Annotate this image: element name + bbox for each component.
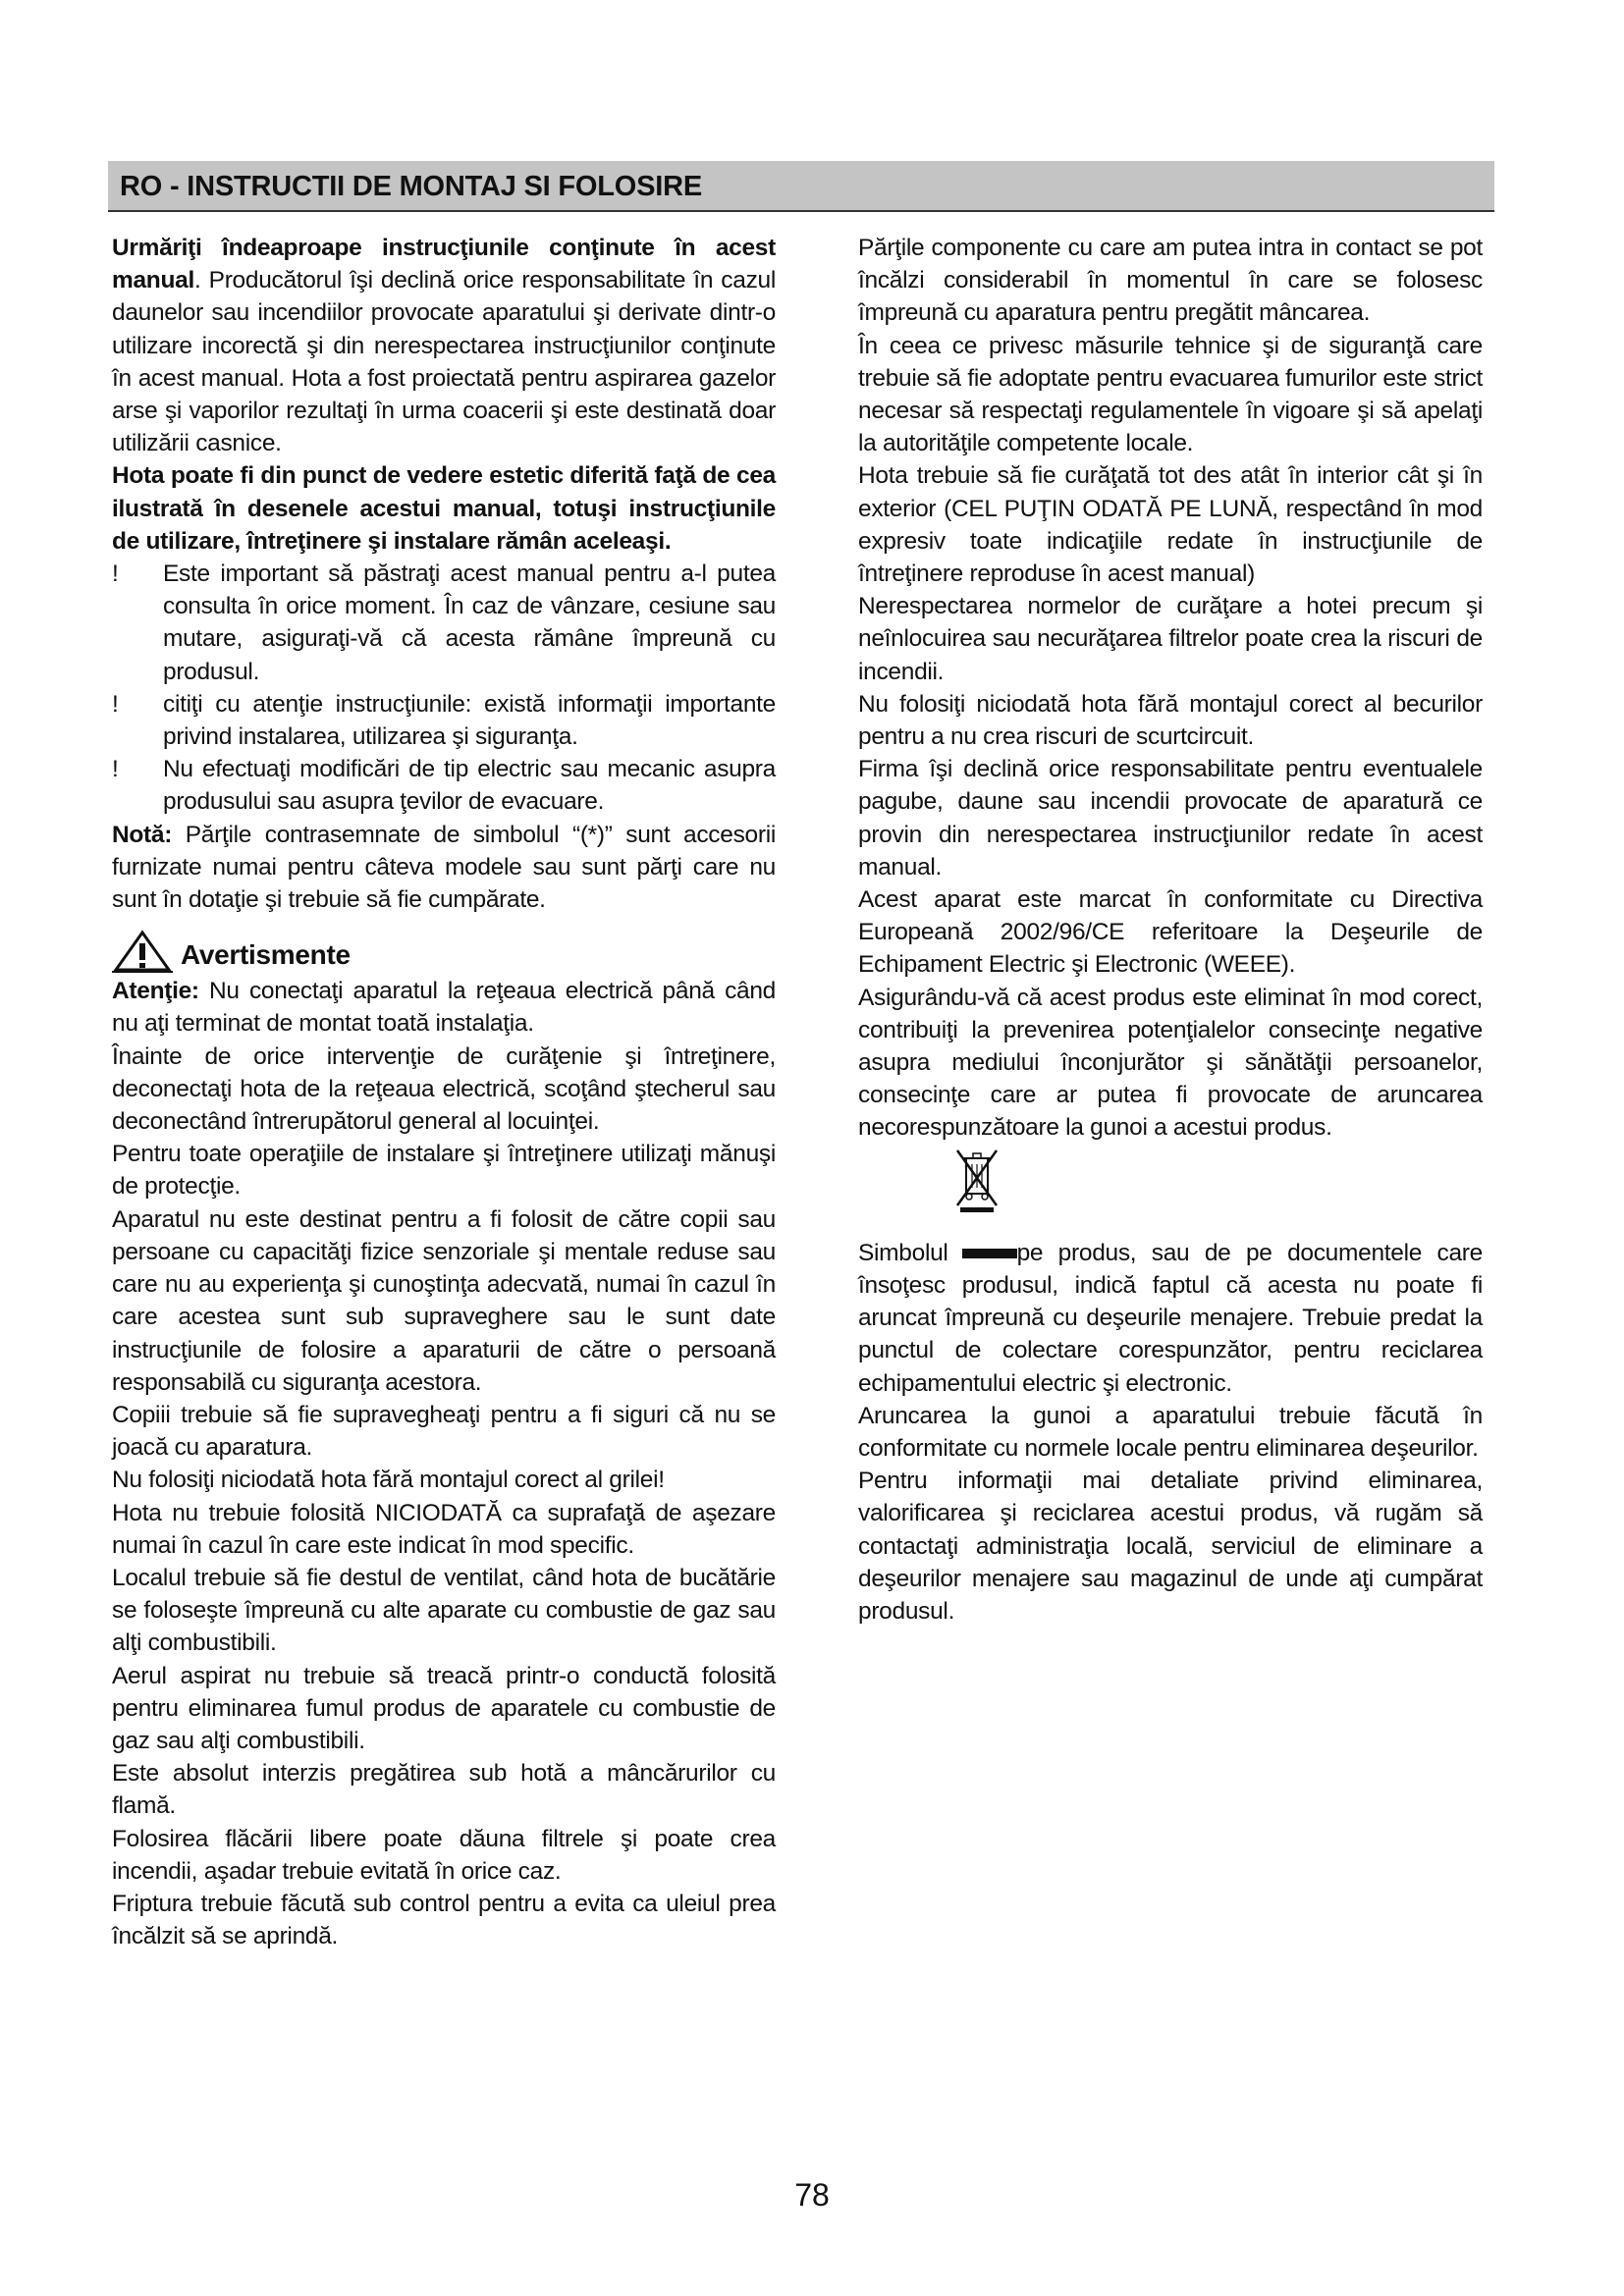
info-paragraph: În ceea ce privesc măsurile tehnice şi de siguranţă care trebuie să fie adoptate pentru evacuarea fumurilor este strict necesar să respectaţi regulamentele în vigoare şi să apelaţi la autorităţile competente locale. [858,332,1483,457]
simbol-paragraph [858,1237,1483,1400]
intro-bold: Urmăriţi îndeaproape instrucţiunile conţinute în acest manual [112,235,776,294]
bullet-item [112,558,776,688]
atentie-text: Nu conectaţi aparatul la reţeaua electrică până când nu aţi terminat de montat toată instalaţia. [112,978,776,1038]
info-paragraph: Părţile componente cu care am putea intra in contact se pot încălzi considerabil în momentul în care se folosesc împreună cu aparatura pentru pregătit mâncarea. [858,235,1483,327]
bullet-text: Nu efectuaţi modificări de tip electric sau mecanic asupra produsului sau asupra ţevilor de evacuare. [163,756,776,816]
bullet-mark: ! [112,756,119,783]
bullet-mark: ! [112,561,119,588]
warnings-heading [112,930,776,973]
bullet-item [112,753,776,818]
weee-bar-symbol [962,1249,1017,1258]
bullet-item [112,688,776,753]
simbol-text: pe produs, sau de pe documentele care însoţesc produsul, indică faptul că acesta nu poate fi aruncat împreună cu deşeurile menajere. Trebuie predat la punctul de colectare corespunzător, pentru reciclarea echipamentului electric şi electronic. [858,1239,1483,1397]
warning-paragraph: Este absolut interzis pregătirea sub hotă a mâncărurilor cu flamă. [112,1760,776,1820]
bullet-text: citiţi cu atenţie instrucţiunile: există informaţii importante privind instalarea, utilizarea şi siguranţa. [163,690,776,751]
warning-paragraph: Aerul aspirat nu trebuie să treacă printr-o conductă folosită pentru eliminarea fumul produs de aparatele cu combustie de gaz sau alţi combustibili. [112,1662,776,1754]
info-paragraph: Aruncarea la gunoi a aparatului trebuie făcută în conformitate cu normele locale pentru eliminarea deşeurilor. [858,1402,1483,1462]
info-paragraph: Nu folosiţi niciodată hota fără montajul corect al becurilor pentru a nu crea riscuri de scurtcircuit. [858,690,1483,751]
nota-paragraph [112,819,776,917]
warning-triangle-icon [112,930,173,973]
section-title: RO - INSTRUCTII DE MONTAJ SI FOLOSIRE [108,161,1494,212]
intro-paragraph [112,232,776,459]
intro-text: . Producătorul îşi declină orice responsabilitate în cazul daunelor sau incendiilor provocate aparatului şi derivate dintr-o utilizare incorectă şi din nerespectarea instrucţiunilor conţinute în acest manual. Hota a fost proiectată pentru aspirarea gazelor arse şi vaporilor rezultaţi în urma coacerii şi este destinată doar utilizării casnice. [112,267,776,457]
warning-paragraph: Hota nu trebuie folosită NICIODATĂ ca suprafaţă de aşezare numai în cazul în care este indicat în mod specific. [112,1499,776,1559]
nota-text: Părţile contrasemnate de simbolul “(*)” sunt accesorii furnizate numai pentru câteva modele sau sunt părţi care nu sunt în dotaţie şi trebuie să fie cumpărate. [112,821,776,914]
atentie-label: Atenţie: [112,978,199,1005]
info-paragraph: Firma îşi declină orice responsabilitate pentru eventualele pagube, daune sau incendii provocate de aparatură ce provin din nerespectarea instrucţiunilor redate în acest manual. [858,756,1483,881]
warning-paragraph: Folosirea flăcării libere poate dăuna filtrele şi poate crea incendii, aşadar trebuie evitată în orice caz. [112,1825,776,1885]
warning-paragraph: Înainte de orice intervenţie de curăţenie şi întreţinere, deconectaţi hota de la reţeaua electrică, scoţând ştecherul sau deconectând întrerupătorul general al locuinţei. [112,1042,776,1136]
info-paragraph: Hota trebuie să fie curăţată tot des atât în interior cât şi în exterior (CEL PUŢIN ODATĂ PE LUNĂ, respectând în mod expresiv toate indicaţiile redate în instrucţiunile de întreţinere reproduse în acest manual) [858,462,1483,588]
warning-paragraph: Nu folosiţi niciodată hota fără montajul corect al grilei! [112,1467,665,1494]
warning-paragraph: Aparatul nu este destinat pentru a fi folosit de către copii sau persoane cu capacităţi fizice senzoriale şi mentale reduse sau care nu au experienţa şi cunoştinţa adecvată, numai în cazul în care acestea sunt sub supraveghere sau le sunt date instrucţiunile de folosire a aparaturii de către o persoană responsabilă cu siguranţa acestora. [112,1205,776,1396]
warning-paragraph: Friptura trebuie făcută sub control pentru a evita ca uleiul prea încălzit să se aprindă. [112,1890,776,1950]
info-paragraph: Acest aparat este marcat în conformitate cu Directiva Europeană 2002/96/CE referitoare la Deşeurile de Echipament Electric şi Electronic (WEEE). [858,886,1483,979]
warning-paragraph: Copiii trebuie să fie supravegheaţi pentru a fi siguri că nu se joacă cu aparatura. [112,1401,776,1462]
info-paragraph: Asigurându-vă că acest produs este eliminat în mod corect, contribuiţi la prevenirea potenţialelor consecinţe negative asupra mediului înconjurător şi sănătăţii persoanelor, consecinţe care ar putea fi provocate de aruncarea necorespunzătoare la gunoi a acestui produs. [858,984,1483,1142]
bullet-text: Este important să păstraţi acest manual pentru a-l putea consulta în orice moment. În caz de vânzare, cesiune sau mutare, asiguraţi-vă că acesta rămâne împreună cu produsul. [163,561,776,685]
bullet-mark: ! [112,690,119,718]
warning-paragraph: Localul trebuie să fie destul de ventilat, când hota de bucătărie se foloseşte împreună cu alte aparate cu combustie de gaz sau alţi combustibili. [112,1564,776,1657]
design-note: Hota poate fi din punct de vedere estetic diferită faţă de cea ilustrată în desenele acestui manual, totuşi instrucţiunile de utilizare, întreţinere şi instalare rămân aceleaşi. [112,462,776,555]
simbol-label: Simbolul [858,1239,948,1266]
info-paragraph: Pentru informaţii mai detaliate privind eliminarea, valorificarea şi reciclarea acestui produs, vă rugăm să contactaţi administraţia locală, serviciul de eliminare a deşeurilor menajere sau magazinul de unde aţi cumpărat produsul. [858,1468,1483,1625]
right-column [858,232,1483,1628]
nota-label: Notă: [112,821,173,848]
weee-symbol-area [858,1148,1483,1237]
crossed-out-bin-icon [954,1148,1000,1213]
left-column [112,232,776,1952]
warning-paragraph: Pentru toate operaţiile de instalare şi întreţinere utilizaţi mănuşi de protecţie. [112,1141,776,1201]
page-number: 78 [794,2177,830,2213]
info-paragraph: Nerespectarea normelor de curăţare a hotei precum şi neînlocuirea sau necurăţarea filtrelor poate crea la riscuri de incendii. [858,593,1483,685]
warnings-title: Avertismente [181,939,351,971]
atentie-paragraph [112,975,776,1040]
